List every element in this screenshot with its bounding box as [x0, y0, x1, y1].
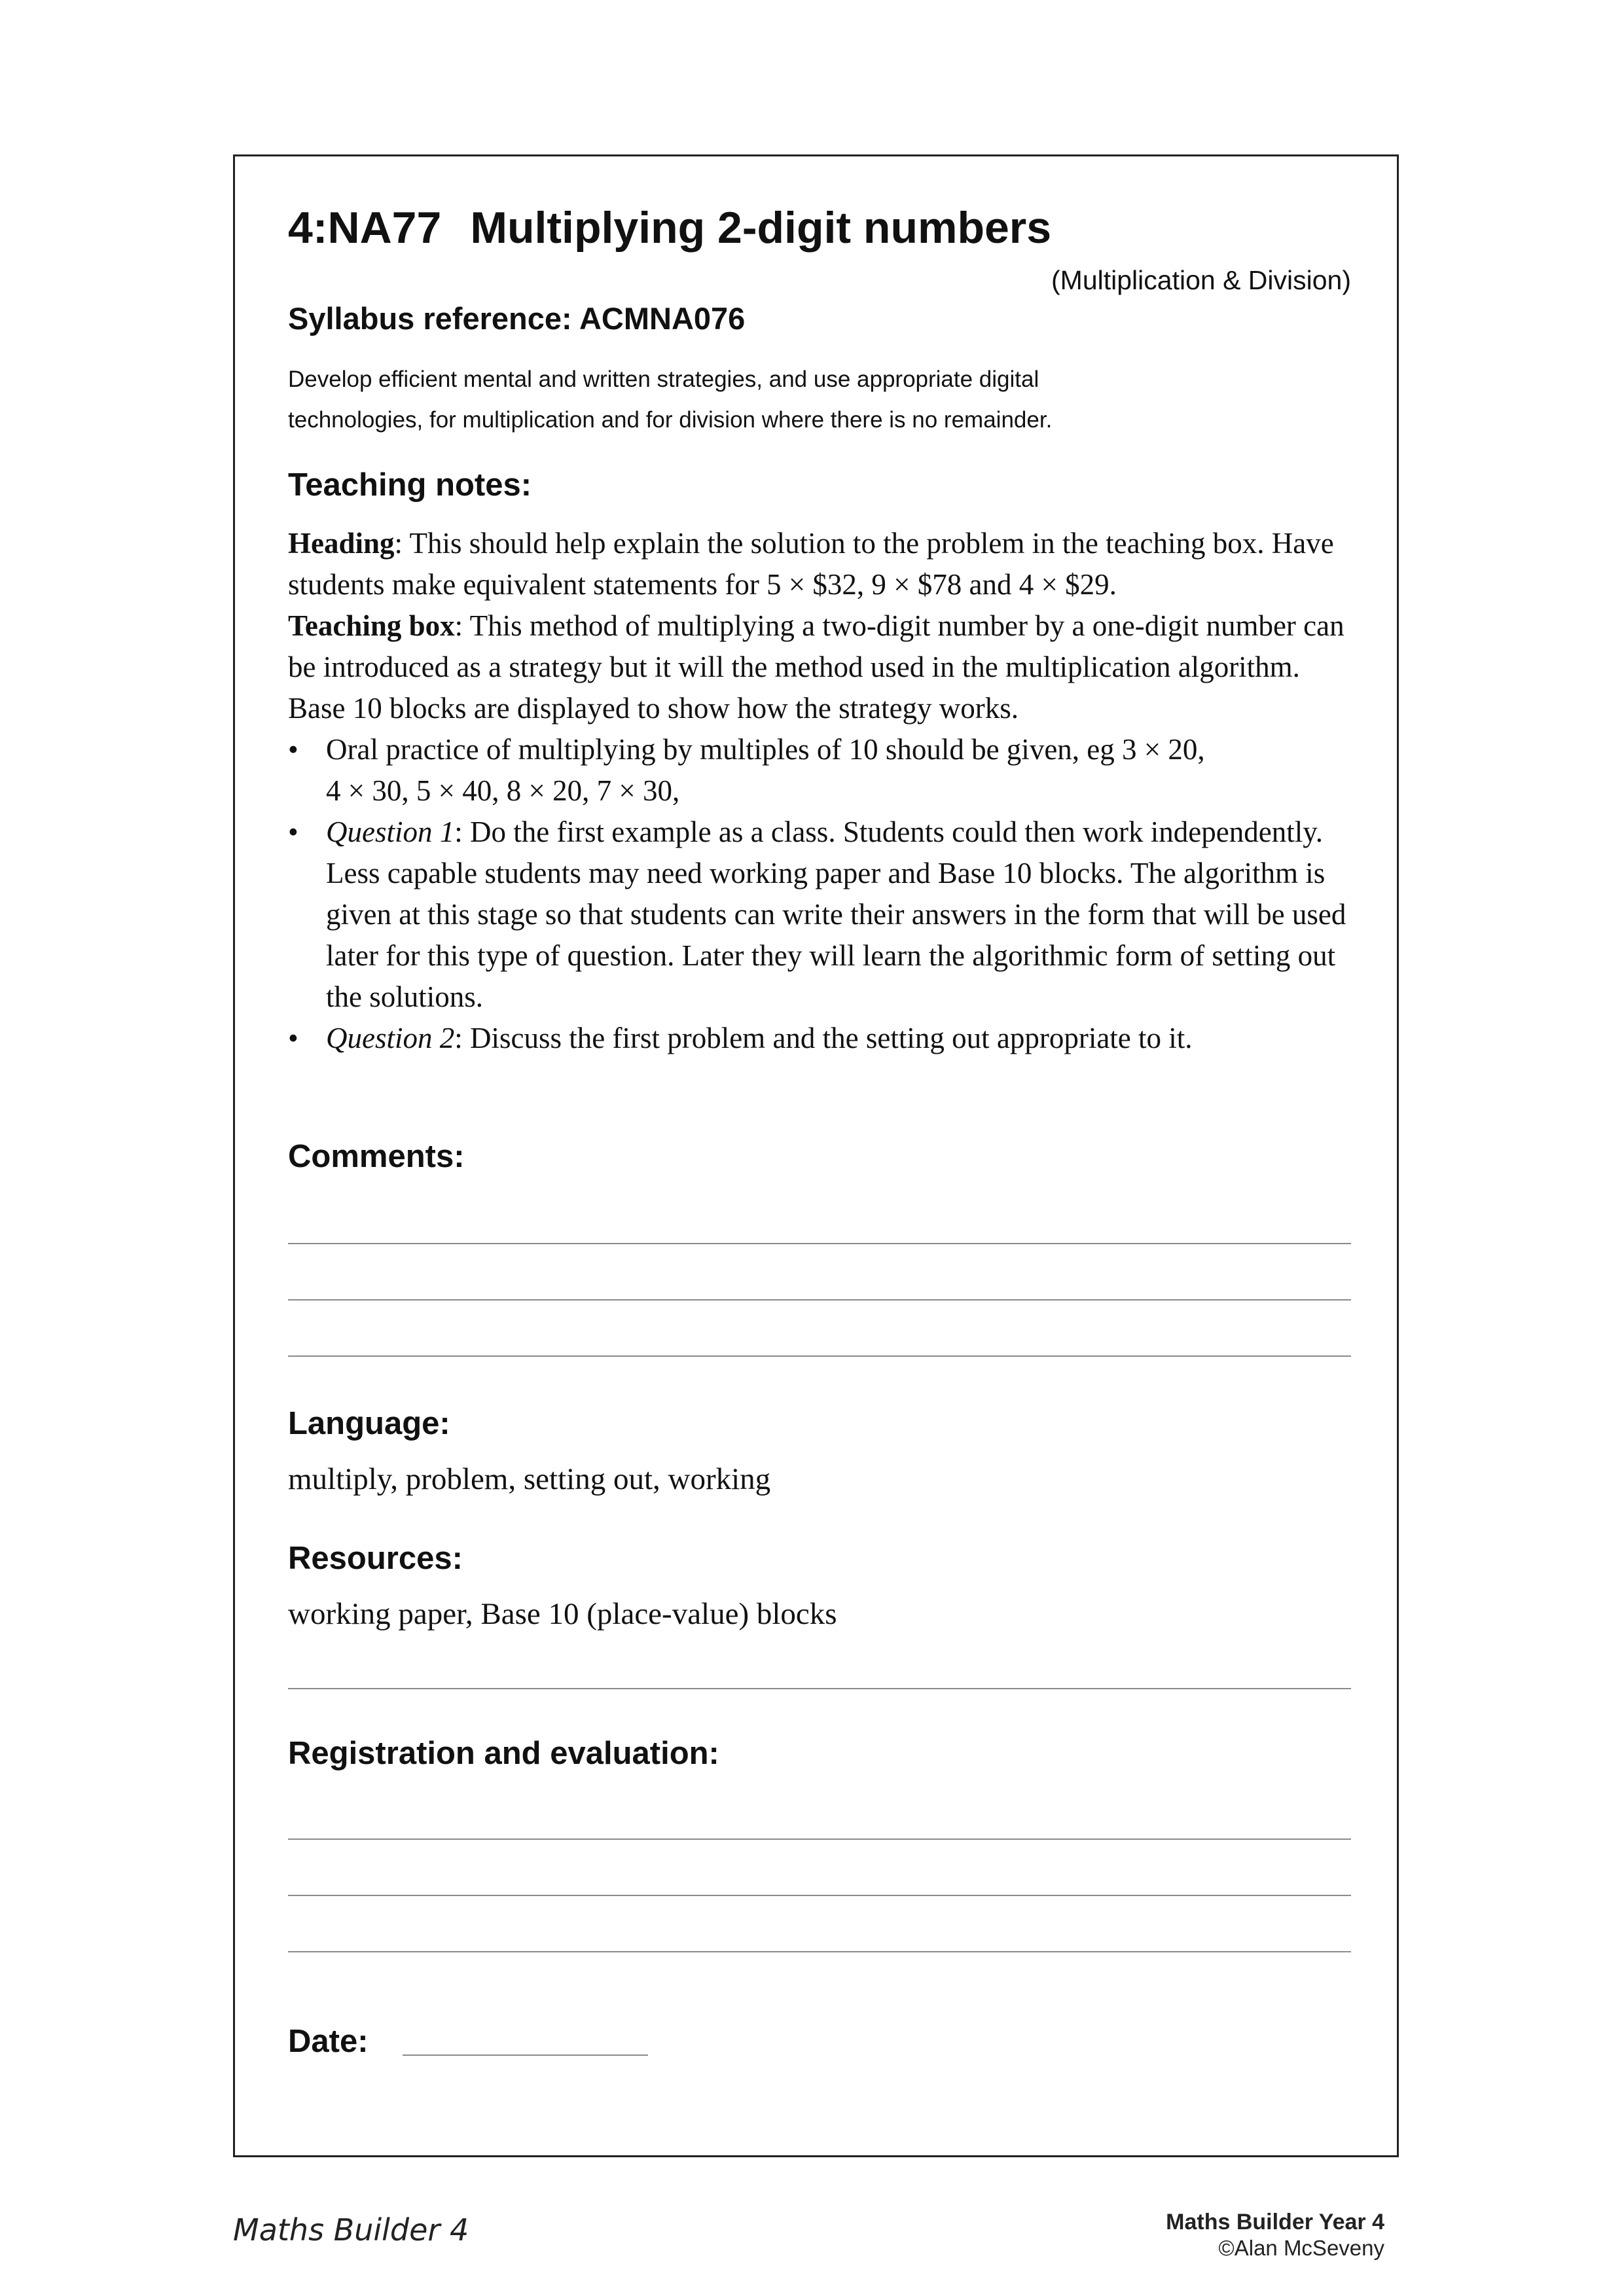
bullet-text: : Discuss the first problem and the setting out appropriate to it. [454, 1022, 1193, 1054]
syllabus-description-line: Develop efficient mental and written strategies, and use appropriate digital [288, 367, 1039, 392]
list-item [288, 1018, 1351, 1059]
bullet-text: : Do the first example as a class. Students could then work independently. Less capable students may need working paper and Base 10 blocks. The algorithm is given at this stage so that students can write their answers in the form that will be used later for this type of question. Later they will learn the algorithmic form of setting out the solutions. [326, 816, 1346, 1013]
comments-heading: Comments: [288, 1139, 465, 1174]
question-label: Question 1 [326, 816, 455, 848]
comments-writing-line[interactable] [288, 1299, 1351, 1300]
bullet-text: 4 × 30, 5 × 40, 8 × 20, 7 × 30, [326, 774, 680, 807]
title-code: 4:NA77 [288, 203, 442, 253]
worksheet-frame [233, 154, 1399, 2157]
registration-writing-line[interactable] [288, 1839, 1351, 1840]
list-item [288, 729, 1351, 812]
title-text: Multiplying 2-digit numbers [470, 203, 1052, 253]
bullet-icon: • [288, 733, 298, 766]
language-heading: Language: [288, 1406, 450, 1441]
syllabus-reference: Syllabus reference: ACMNA076 [288, 301, 746, 336]
comments-writing-line[interactable] [288, 1243, 1351, 1244]
registration-heading: Registration and evaluation: [288, 1736, 719, 1771]
heading-note [288, 523, 1351, 605]
teaching-box-label: Teaching box [288, 609, 455, 642]
language-text: multiply, problem, setting out, working [288, 1462, 771, 1496]
footer-series-title: Maths Builder Year 4 [1166, 2210, 1384, 2234]
heading-note-text: : This should help explain the solution to the problem in the teaching box. Have students make equivalent statements for 5 × $32, 9 × $78 and 4 × $29. [288, 527, 1334, 601]
list-item [288, 812, 1351, 1018]
strand-label: (Multiplication & Division) [1051, 265, 1351, 295]
registration-writing-line[interactable] [288, 1951, 1351, 1952]
teaching-box-text: : This method of multiplying a two-digit number by a one-digit number can be introduced as a strategy but it will the method used in the multiplication algorithm. Base 10 blocks are displayed to show how the strategy works. [288, 609, 1344, 725]
date-writing-line[interactable] [403, 2054, 648, 2056]
footer-book-title: Maths Builder 4 [233, 2212, 469, 2248]
bullet-icon: • [288, 816, 298, 848]
resources-writing-line[interactable] [288, 1688, 1351, 1689]
resources-heading: Resources: [288, 1541, 463, 1576]
bullet-icon: • [288, 1022, 298, 1054]
syllabus-description-line: technologies, for multiplication and for division where there is no remainder. [288, 407, 1053, 433]
question-label: Question 2 [326, 1022, 455, 1054]
syllabus-description [288, 359, 1351, 440]
notes-bullet-list [288, 729, 1351, 1059]
page-title [288, 202, 1051, 253]
heading-note-label: Heading [288, 527, 395, 560]
teaching-box-note [288, 605, 1351, 729]
comments-writing-line[interactable] [288, 1355, 1351, 1357]
resources-text: working paper, Base 10 (place-value) blocks [288, 1597, 837, 1631]
teaching-notes-heading: Teaching notes: [288, 467, 532, 503]
teaching-notes-body [288, 523, 1351, 1059]
bullet-text: Oral practice of multiplying by multiples of 10 should be given, eg 3 × 20, [326, 733, 1205, 766]
footer-copyright: ©Alan McSeveny [1218, 2236, 1384, 2260]
registration-writing-line[interactable] [288, 1895, 1351, 1896]
footer-credit [1166, 2209, 1384, 2261]
date-label: Date: [288, 2024, 369, 2059]
